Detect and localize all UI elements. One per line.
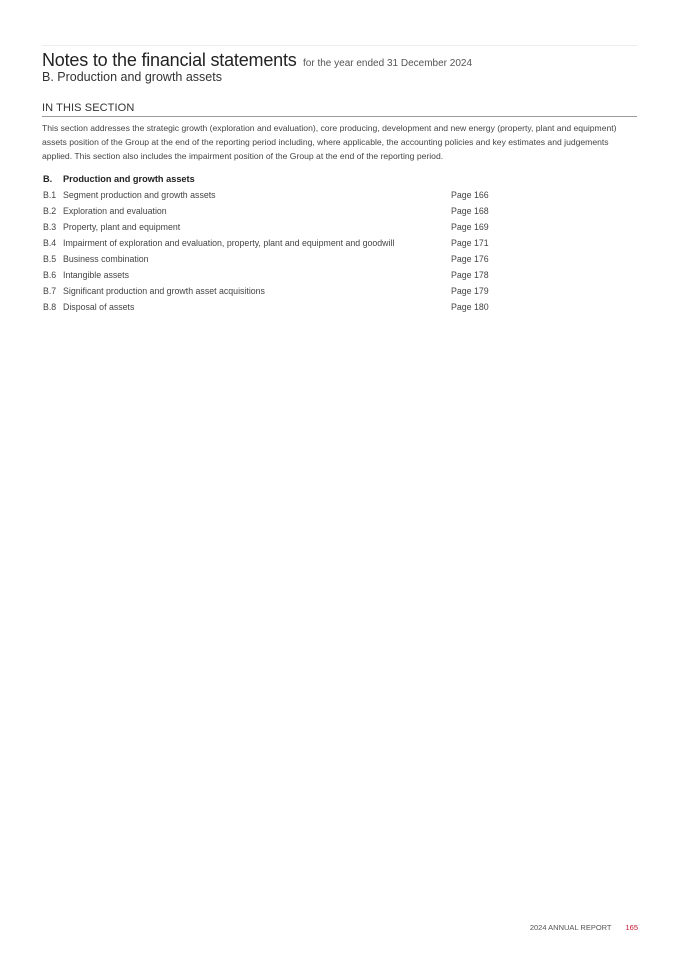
toc-item-code: B.6 (43, 270, 57, 280)
toc-item-code: B.2 (43, 206, 57, 216)
toc-item-title: Intangible assets (63, 270, 130, 280)
page-title: Notes to the financial statements (42, 50, 297, 70)
toc-item-title: Property, plant and equipment (63, 222, 181, 232)
page-title-suffix: for the year ended 31 December 2024 (303, 58, 472, 69)
toc-item[interactable] (43, 219, 503, 235)
toc-item-title: Segment production and growth assets (63, 190, 216, 200)
section-intro: This section addresses the strategic growth (exploration and evaluation), core producing, development and new energy (property, plant and equipment) assets position of the Group at the end of the reporting period including, where applicable, the accounting policies and key estimates and judgements applied. This section also includes the impairment position of the Group at the end of the reporting period. (42, 123, 617, 161)
toc-item[interactable] (43, 251, 503, 267)
toc-item[interactable] (43, 235, 503, 251)
footer-report-label: 2024 ANNUAL REPORT (529, 923, 612, 932)
toc-item-page: Page 179 (451, 286, 489, 296)
toc-item-code: B.3 (43, 222, 57, 232)
toc-heading (43, 172, 503, 186)
toc-item-title: Exploration and evaluation (63, 206, 167, 216)
toc-item-page: Page 176 (451, 254, 489, 264)
toc-item-page: Page 169 (451, 222, 489, 232)
toc-item-title: Significant production and growth asset acquisitions (63, 286, 265, 296)
toc-item[interactable] (43, 203, 503, 219)
page-subtitle: B. Production and growth assets (42, 70, 222, 84)
section-heading: IN THIS SECTION (42, 102, 135, 114)
toc-item-title: Business combination (63, 254, 149, 264)
toc-item[interactable] (43, 267, 503, 283)
toc-item-page: Page 171 (451, 238, 489, 248)
toc-item[interactable] (43, 187, 503, 203)
toc-item-page: Page 166 (451, 190, 489, 200)
toc-item-code: B.8 (43, 302, 57, 312)
page-footer (530, 923, 638, 932)
toc-item-code: B.7 (43, 286, 57, 296)
toc-item-page: Page 180 (451, 302, 489, 312)
footer-page-number: 165 (625, 923, 638, 932)
toc-item-page: Page 178 (451, 270, 489, 280)
top-divider (42, 45, 637, 46)
section-divider (42, 116, 637, 117)
toc-heading-code: B. (43, 174, 53, 184)
toc-item-title: Impairment of exploration and evaluation, property, plant and equipment and goodwill (63, 238, 395, 248)
toc-heading-title: Production and growth assets (63, 174, 195, 184)
toc-item-code: B.4 (43, 238, 57, 248)
toc-item[interactable] (43, 283, 503, 299)
toc-item-code: B.1 (43, 190, 57, 200)
toc-item-code: B.5 (43, 254, 57, 264)
toc-item[interactable] (43, 299, 503, 315)
toc-item-title: Disposal of assets (63, 302, 135, 312)
toc-item-page: Page 168 (451, 206, 489, 216)
table-of-contents (43, 172, 503, 315)
page-header (42, 50, 472, 71)
